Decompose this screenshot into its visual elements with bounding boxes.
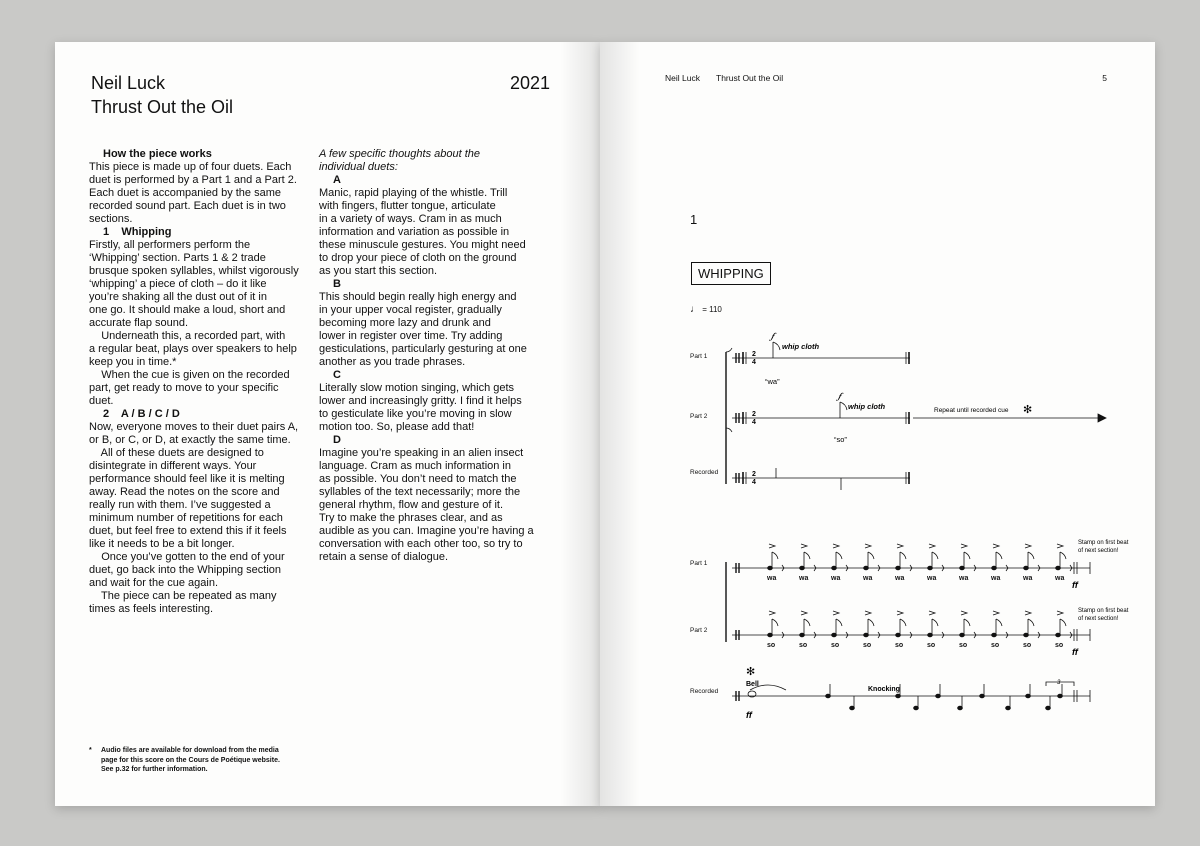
text-line: recorded sound part. Each duet is in two: [89, 200, 286, 212]
note-head: [992, 566, 997, 570]
running-head-author: Neil Luck: [665, 73, 700, 83]
note-head: [832, 566, 837, 570]
text-line: in a variety of ways. Cram in as much: [319, 213, 502, 225]
part1-note-group: [766, 544, 1072, 582]
note-head: [850, 706, 855, 710]
text-line: information and variation as possible in: [319, 226, 510, 238]
note-flag: [773, 342, 780, 350]
syllable-label: wa: [959, 575, 969, 582]
accent-mark: [865, 544, 871, 548]
note-head: [864, 566, 869, 570]
note-head: [896, 566, 901, 570]
text-line: becoming more lazy and drunk and: [319, 317, 491, 329]
note-head: [800, 633, 805, 637]
syllable-label: so: [1023, 642, 1032, 649]
text-line: audible as you can. Imagine you’re having a: [319, 525, 534, 537]
text-line: in your upper vocal register, gradually: [319, 304, 502, 316]
text-line: accurate flap sound.: [89, 317, 189, 329]
syllable-label: so: [831, 642, 840, 649]
syllable-label: wa: [1023, 575, 1033, 582]
time-sig-bottom: 4: [752, 479, 756, 486]
text-line: This should begin really high energy and: [319, 291, 517, 303]
bell-label: Bell: [746, 681, 759, 688]
gutter-shadow: [560, 42, 600, 806]
accent-mark: [801, 544, 807, 548]
stamp-instruction: Stamp on first beat: [1078, 540, 1129, 546]
text-line: retain a sense of dialogue.: [319, 551, 449, 563]
accent-mark: [833, 611, 839, 615]
section-heading: D: [333, 434, 341, 446]
syllable-label: wa: [831, 575, 841, 582]
text-column-1: [89, 148, 329, 616]
note-head: [980, 694, 985, 698]
text-column-2: [319, 148, 559, 564]
part-label-part1: Part 1: [690, 560, 708, 567]
note-flag: [836, 619, 842, 626]
text-line: lower and increasingly gritty. I find it helps: [319, 395, 522, 407]
note-flag: [804, 619, 810, 626]
syllable-label: wa: [895, 575, 905, 582]
stamp-instruction: of next section!: [1078, 616, 1119, 622]
text-line: keep you in time.*: [89, 356, 177, 368]
syllable-label: wa: [767, 575, 777, 582]
left-page: [55, 42, 600, 806]
part1-instruction: whip cloth: [782, 342, 820, 351]
text-line: times as feels interesting.: [89, 603, 214, 615]
note-flag: [868, 552, 874, 559]
accent-mark: [865, 611, 871, 615]
syllable-label: wa: [927, 575, 937, 582]
accent-mark: [1057, 611, 1063, 615]
note-head: [864, 633, 869, 637]
accent-mark: [897, 544, 903, 548]
syllable-label: so: [767, 642, 776, 649]
footnote: [91, 746, 280, 775]
accent-mark: [769, 544, 775, 548]
text-line: sections.: [89, 213, 133, 225]
arrow-head-icon: [1098, 414, 1106, 422]
book-spread: [55, 42, 1155, 806]
footnote-line: See p.32 for further information.: [101, 766, 208, 773]
note-flag: [868, 619, 874, 626]
text-line: general rhythm, flow and gesture of it.: [319, 499, 504, 511]
section-heading: How the piece works: [103, 148, 212, 160]
note-flag: [932, 619, 938, 626]
accent-mark: [1057, 544, 1063, 548]
section-heading: 1 Whipping: [103, 226, 172, 238]
syllable-label: wa: [991, 575, 1001, 582]
text-line: lower in register over time. Try adding: [319, 330, 503, 342]
footnote-line: page for this score on the Cours de Poétique website.: [101, 756, 280, 764]
part2-syllable: “so”: [834, 435, 847, 444]
part2-note-group: [767, 611, 1072, 649]
text-line: a regular beat, plays over speakers to help: [89, 343, 297, 355]
note-flag: [1060, 552, 1066, 559]
text-line: duet.: [89, 395, 114, 407]
note-head: [800, 566, 805, 570]
note-flag: [1028, 552, 1034, 559]
text-line: you’re shaking all the dust out of it in: [89, 291, 267, 303]
part-label-part2: Part 2: [690, 413, 708, 420]
time-sig-bottom: 4: [752, 419, 756, 426]
text-line: gesticulations, particularly gesturing at one: [319, 343, 527, 355]
note-flag: [964, 619, 970, 626]
part1-syllable: “wa”: [765, 377, 780, 386]
text-line: or B, or C, or D, at exactly the same time.: [89, 434, 291, 446]
syllable-label: so: [895, 642, 904, 649]
note-flag: [772, 552, 778, 559]
accent-mark: [833, 544, 839, 548]
text-line: Underneath this, a recorded part, with: [89, 330, 286, 342]
text-line: Now, everyone moves to their duet pairs A,: [89, 421, 299, 433]
author-name: Neil Luck: [91, 73, 166, 93]
dynamic-ff: ff: [746, 710, 752, 720]
text-line: as you start this section.: [319, 265, 437, 277]
text-line: ‘Whipping’ section. Parts 1 & 2 trade: [89, 252, 266, 264]
text-line: duet, but feel free to extend this if it feels: [89, 525, 287, 537]
tuplet-number: 3: [1057, 680, 1061, 686]
note-head: [826, 694, 831, 698]
note-flag: [836, 552, 842, 559]
right-page: [600, 42, 1155, 806]
text-line: brusque spoken syllables, whilst vigorously: [89, 265, 299, 277]
note-flag: [772, 619, 778, 626]
recorded-note-group: [826, 684, 1063, 710]
text-line: to gesticulate like you’re moving in slow: [319, 408, 512, 420]
note-flag: [996, 619, 1002, 626]
bracket-hook: [726, 348, 732, 352]
dynamic-ff: ff: [1072, 580, 1078, 590]
text-line: Try to make the phrases clear, and as: [319, 512, 503, 524]
note-head: [1024, 633, 1029, 637]
note-head: [896, 633, 901, 637]
bracket-hook: [726, 428, 732, 432]
text-line: duet is performed by a Part 1 and a Part 2.: [89, 174, 297, 186]
note-head: [1046, 706, 1051, 710]
section-number: 1: [690, 212, 698, 227]
text-line: one go. It should make a loud, short and: [89, 304, 286, 316]
text-line: motion too. So, please add that!: [319, 421, 475, 433]
note-flag: [804, 552, 810, 559]
note-head: [936, 694, 941, 698]
section-heading: 2 A / B / C / D: [103, 408, 180, 420]
note-head: [896, 694, 901, 698]
syllable-label: so: [863, 642, 872, 649]
footnote-line: Audio files are available for download from the media: [101, 747, 279, 754]
part-label-recorded: Recorded: [690, 688, 719, 695]
syllable-label: wa: [863, 575, 873, 582]
text-line: When the cue is given on the recorded: [89, 369, 290, 381]
note-head: [1058, 694, 1063, 698]
text-line: All of these duets are designed to: [89, 447, 264, 459]
cue-asterisk-icon: ✻: [746, 666, 756, 678]
note-head: [1056, 633, 1061, 637]
syllable-label: so: [991, 642, 1000, 649]
note-head: [958, 706, 963, 710]
text-line: ‘whipping’ a piece of cloth – do it like: [89, 278, 267, 290]
part-label-part2: Part 2: [690, 627, 708, 634]
tempo-value: = 110: [702, 305, 722, 314]
stamp-instruction: of next section!: [1078, 548, 1119, 554]
text-line: syllables of the text necessarily; more the: [319, 486, 521, 498]
note-head: [914, 706, 919, 710]
note-head: [992, 633, 997, 637]
text-line: disintegrate in different ways. Your: [89, 460, 257, 472]
section-title-box: WHIPPING: [691, 262, 771, 285]
note-head: [1026, 694, 1031, 698]
time-sig-top: 2: [752, 411, 756, 418]
year: 2021: [509, 73, 550, 93]
note-flag: [1028, 619, 1034, 626]
accent-mark: [801, 611, 807, 615]
note-flag: [840, 402, 847, 410]
note-head: [1056, 566, 1061, 570]
text-line: language. Cram as much information in: [319, 460, 511, 472]
note-head: [768, 566, 773, 570]
note-head: [960, 566, 965, 570]
text-line: really run with them. I’ve suggested a: [89, 499, 271, 511]
text-line: away. Read the notes on the score and: [89, 486, 280, 498]
syllable-label: so: [1055, 642, 1064, 649]
knocking-label: Knocking: [868, 686, 900, 693]
dynamic-marking: 𝆑: [771, 331, 774, 341]
dynamic-ff: ff: [1072, 647, 1078, 657]
accent-mark: [993, 544, 999, 548]
accent-mark: [897, 611, 903, 615]
accent-mark: [929, 544, 935, 548]
text-line: A few specific thoughts about the: [319, 148, 481, 160]
text-line: Manic, rapid playing of the whistle. Trill: [319, 187, 508, 199]
text-line: and wait for the cue again.: [89, 577, 219, 589]
time-sig-bottom: 4: [752, 359, 756, 366]
text-line: another as you trade phrases.: [319, 356, 466, 368]
accent-mark: [1025, 544, 1031, 548]
page-number: 5: [1102, 73, 1107, 83]
section-heading: A: [333, 174, 341, 186]
time-sig-top: 2: [752, 351, 756, 358]
dynamic-marking: 𝆑: [838, 391, 841, 401]
running-head-title: Thrust Out the Oil: [716, 73, 784, 83]
text-line: Once you’ve gotten to the end of your: [89, 551, 285, 563]
syllable-label: so: [927, 642, 936, 649]
syllable-label: wa: [1055, 575, 1065, 582]
note-flag: [1060, 619, 1066, 626]
note-head: [928, 566, 933, 570]
note-head: [768, 633, 773, 637]
text-line: The piece can be repeated as many: [89, 590, 277, 602]
part-label-part1: Part 1: [690, 353, 708, 360]
accent-mark: [961, 611, 967, 615]
text-line: conversation with each other too, so try to: [319, 538, 523, 550]
note-head: [832, 633, 837, 637]
accent-mark: [961, 544, 967, 548]
text-line: performance should feel like it is melting: [89, 473, 285, 485]
section-heading: B: [333, 278, 341, 290]
part2-instruction: whip cloth: [848, 402, 886, 411]
footnote-marker: *: [89, 747, 92, 754]
accent-mark: [929, 611, 935, 615]
note-head: [1024, 566, 1029, 570]
repeat-instruction: Repeat until recorded cue: [934, 407, 1009, 414]
text-line: individual duets:: [319, 161, 398, 173]
text-line: part, get ready to move to your specific: [89, 382, 279, 394]
text-line: these minuscule gestures. You might need: [319, 239, 526, 251]
time-sig-top: 2: [752, 471, 756, 478]
note-flag: [900, 619, 906, 626]
text-line: to drop your piece of cloth on the ground: [319, 252, 517, 264]
note-head: [960, 633, 965, 637]
text-line: as possible. You don’t need to match the: [319, 473, 517, 485]
syllable-label: so: [799, 642, 808, 649]
note-flag: [964, 552, 970, 559]
syllable-label: wa: [799, 575, 809, 582]
text-line: Firstly, all performers perform the: [89, 239, 251, 251]
text-line: minimum number of repetitions for each: [89, 512, 283, 524]
section-heading: C: [333, 369, 341, 381]
music-score: [600, 42, 1155, 806]
note-flag: [900, 552, 906, 559]
note-head: [1006, 706, 1011, 710]
piece-title: Thrust Out the Oil: [91, 97, 234, 117]
cue-asterisk-icon: ✻: [1023, 404, 1033, 416]
accent-mark: [769, 611, 775, 615]
part-label-recorded: Recorded: [690, 469, 719, 476]
text-line: This piece is made up of four duets. Each: [89, 161, 292, 173]
text-line: with fingers, flutter tongue, articulate: [319, 200, 496, 212]
note-flag: [932, 552, 938, 559]
syllable-label: so: [959, 642, 968, 649]
text-line: Imagine you’re speaking in an alien insect: [319, 447, 524, 459]
accent-mark: [993, 611, 999, 615]
note-flag: [996, 552, 1002, 559]
text-line: duet, go back into the Whipping section: [89, 564, 282, 576]
text-line: Literally slow motion singing, which gets: [319, 382, 515, 394]
accent-mark: [1025, 611, 1031, 615]
quarter-note-icon: ♩: [690, 304, 700, 315]
text-line: Each duet is accompanied by the same: [89, 187, 282, 199]
stamp-instruction: Stamp on first beat: [1078, 608, 1129, 614]
text-line: like it needs to be a bit longer.: [89, 538, 235, 550]
note-head: [928, 633, 933, 637]
